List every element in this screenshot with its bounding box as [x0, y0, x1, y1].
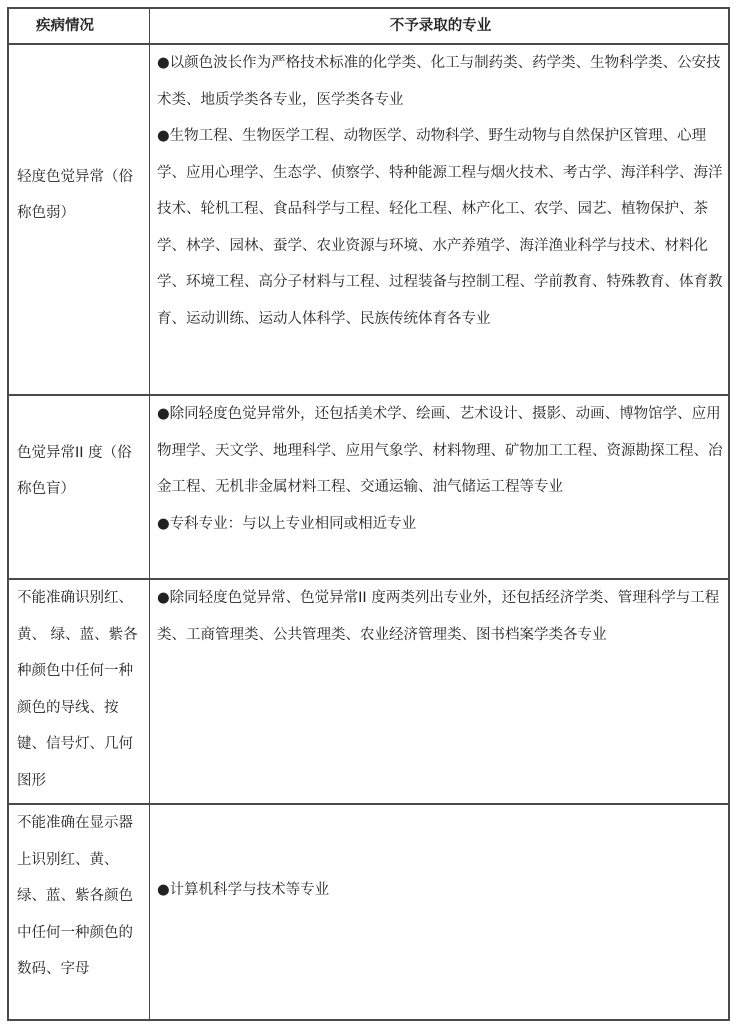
majors-text: ●除同轻度色觉异常外，还包括美术学、绘画、艺术设计、摄影、动画、博物馆学、应用物理学、天文学、地理科学、应用气象学、材料物理、矿物加工工程、资源勘探工程、冶金工程、无机非金属材料工程、交通运输、油气储运工程等专业: [157, 406, 723, 495]
condition-text: 不能准确在显示器上识别红、黄、绿、蓝、紫各颜色中任何一种颜色的数码、字母: [17, 815, 133, 977]
table-row-majors: [150, 580, 728, 803]
table-row-condition: [9, 580, 149, 803]
admission-restrictions-table: [7, 7, 730, 1021]
majors-text: ●以颜色波长作为严格技术标准的化学类、化工与制药类、药学类、生物科学类、公安技术类、地质学类各专业，医学类各专业: [157, 55, 721, 108]
condition-text: 色觉异常II 度（俗称色盲）: [17, 444, 132, 497]
table-row-majors: [150, 805, 728, 975]
table-row-condition: [9, 805, 149, 1019]
table-row-majors: [150, 45, 728, 394]
majors-text: ●生物工程、生物医学工程、动物医学、动物科学、野生动物与自然保护区管理、心理学、应用心理学、生态学、侦察学、特种能源工程与烟火技术、考古学、海洋科学、海洋技术、轮机工程、食品科学与工程、轻化工程、林产化工、农学、园艺、植物保护、茶学、林学、园林、蚕学、农业资源与环境、水产养殖学、海洋渔业科学与技术、材料化学、环境工程、高分子材料与工程、过程装备与控制工程、学前教育、特殊教育、体育教育、运动训练、运动人体科学、民族传统体育各专业: [157, 128, 723, 327]
majors-text: ●计算机科学与技术等专业: [157, 881, 330, 898]
condition-text: 轻度色觉异常（俗称色弱）: [17, 168, 133, 221]
condition-text: 不能准确识别红、黄、 绿、蓝、紫各种颜色中任何一种颜色的导线、按键、信号灯、几何图形: [17, 590, 138, 789]
table-row-condition: [9, 396, 149, 546]
majors-text: ●除同轻度色觉异常、色觉异常II 度两类列出专业外，还包括经济学类、管理科学与工程类、工商管理类、公共管理类、农业经济管理类、图书档案学类各专业: [157, 590, 720, 643]
table-row-majors: [150, 396, 728, 578]
header-condition: 疾病情况: [36, 18, 94, 34]
table-row-condition: [9, 45, 149, 345]
header-excluded-majors: 不予录取的专业: [389, 18, 492, 34]
majors-text: ●专科专业：与以上专业相同或相近专业: [157, 515, 417, 532]
